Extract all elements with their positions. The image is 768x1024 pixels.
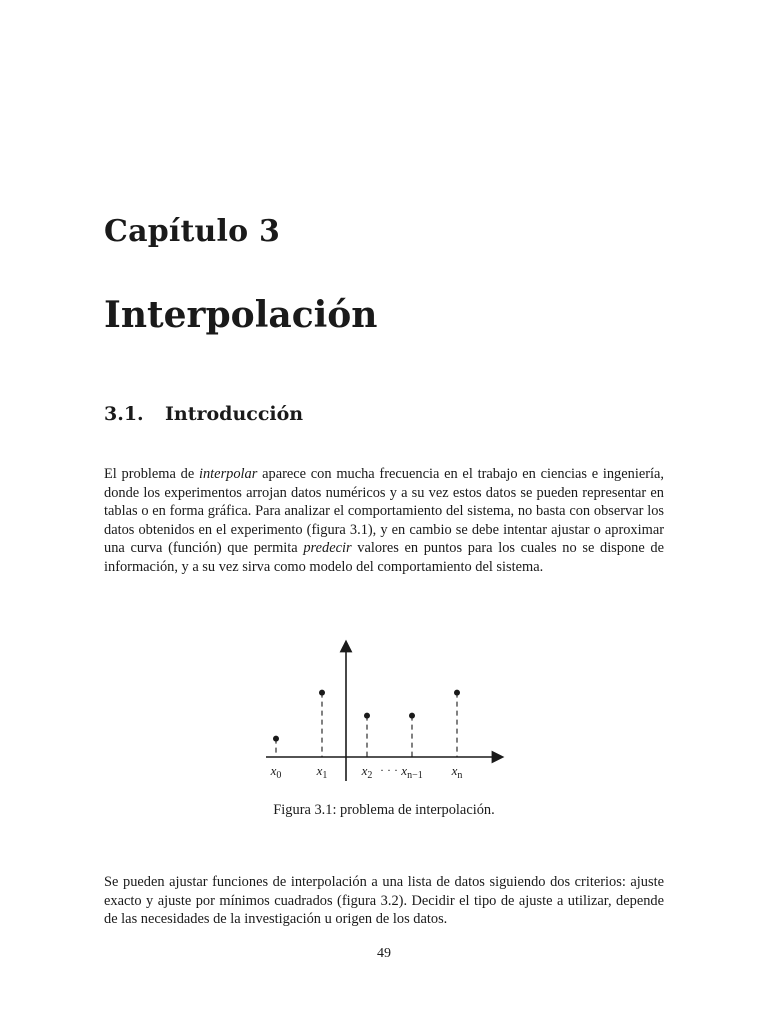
- para1-text-b: aparece con mucha frecuencia en el trabajo en ciencias e ingeniería, donde los experimentos arrojan datos numéricos y a su vez estos datos se pueden representar en tablas o en forma gráfica. Para analizar el comportamiento del sistema, no basta con observar los datos obtenidos en el experimento (figura 3.1), y en cambio se debe intentar ajustar o aproximar una curva (función) que permita: [104, 466, 664, 557]
- intro-paragraph: [104, 465, 664, 577]
- data-point-0: [273, 736, 279, 742]
- data-point-4: [454, 690, 460, 696]
- chapter-label: Capítulo 3: [104, 214, 281, 249]
- section-title: Introducción: [165, 403, 304, 425]
- ellipsis-label: · · ·: [380, 763, 398, 777]
- tick-label-1: $x_1$: [316, 763, 328, 781]
- data-point-2: [364, 713, 370, 719]
- page-number: 49: [377, 946, 391, 961]
- data-point-1: [319, 690, 325, 696]
- tick-label-3: $x_{n-1}$: [401, 763, 423, 781]
- tick-label-4: $x_n$: [451, 763, 463, 781]
- tick-label-0: $x_0$: [270, 763, 282, 781]
- section-heading: [104, 403, 303, 425]
- term-predecir: predecir: [303, 540, 352, 557]
- para2-text: Se pueden ajustar funciones de interpolación a una lista de datos siguiendo dos criterios: ajuste exacto y ajuste por mínimos cuadrados (figura 3.2). Decidir el tipo de ajuste a utilizar, depende de las necesidades de la investigación u origen de los datos.: [104, 874, 664, 928]
- figure-caption: Figura 3.1: problema de interpolación.: [273, 802, 495, 818]
- data-point-3: [409, 713, 415, 719]
- para1-text-a: El problema de: [104, 466, 199, 482]
- chapter-title: Interpolación: [104, 294, 378, 336]
- para1-text-c: valores en puntos para los cuales no se dispone de información, y a su vez sirva como modelo del comportamiento del sistema.: [104, 540, 665, 575]
- second-paragraph: [104, 873, 664, 929]
- tick-label-2: $x_2$: [361, 763, 373, 781]
- stem-plot: [260, 638, 510, 788]
- term-interpolar: interpolar: [198, 466, 258, 482]
- section-number: 3.1.: [104, 403, 144, 425]
- interpolation-figure: [260, 638, 510, 788]
